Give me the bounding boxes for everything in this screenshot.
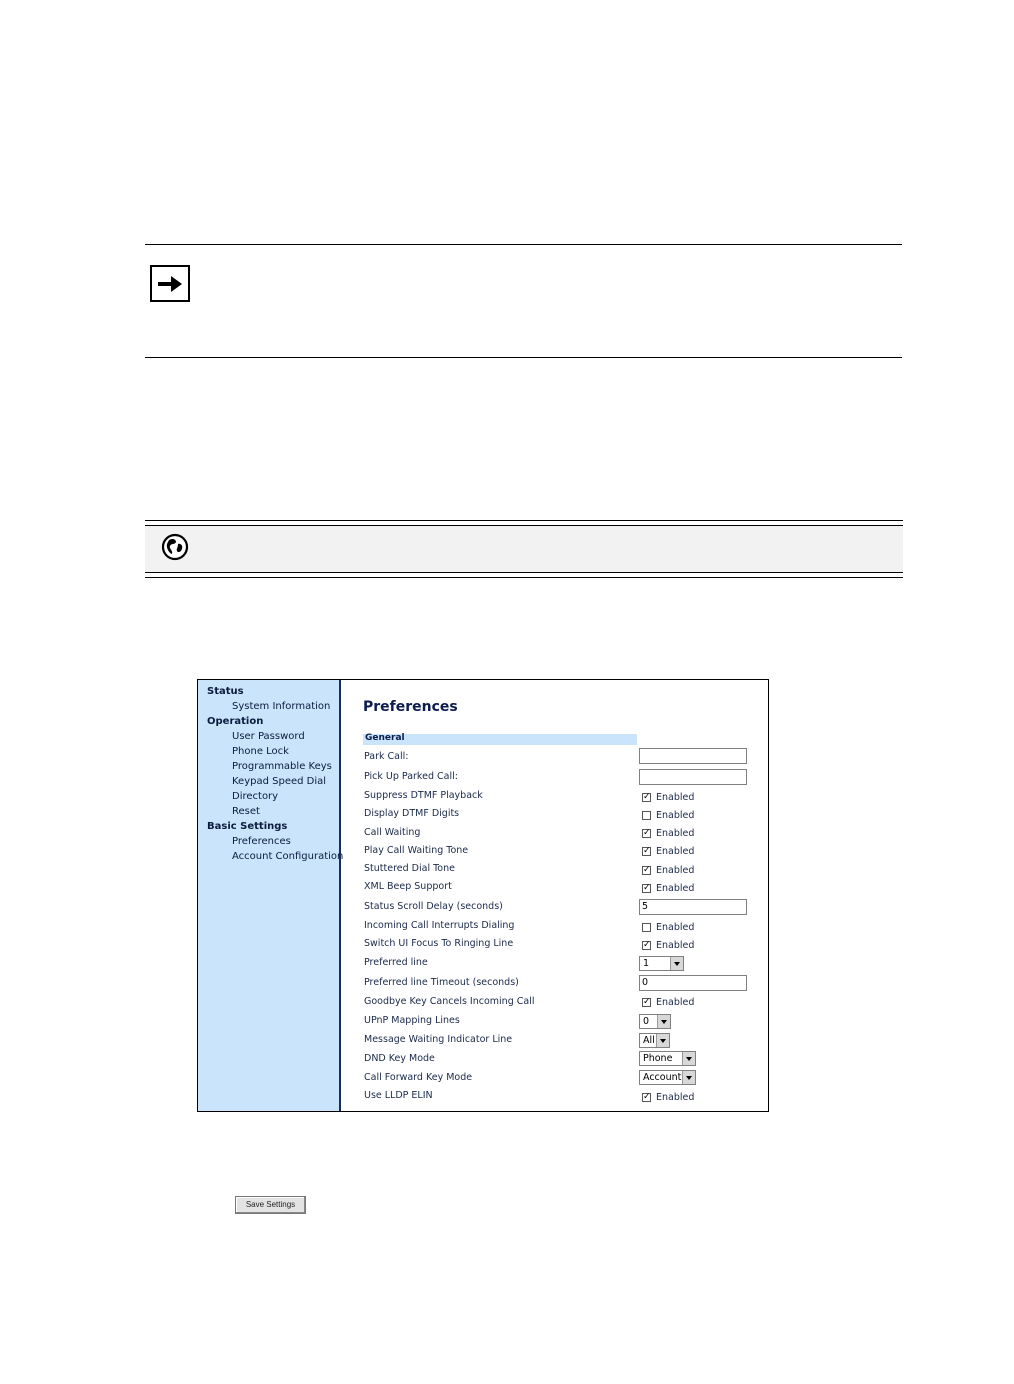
preferred-line-value: 1 (643, 958, 650, 969)
nav-item-system-information[interactable]: System Information (232, 701, 331, 712)
chevron-down-icon[interactable] (682, 1052, 695, 1065)
globe-top-rule-1 (145, 520, 903, 521)
page-title: Preferences (363, 699, 458, 715)
nav-heading-basic-settings[interactable]: Basic Settings (207, 821, 288, 832)
status-scroll-delay-input[interactable]: 5 (639, 899, 747, 915)
label-play-call-waiting-tone: Play Call Waiting Tone (364, 845, 469, 856)
upnp-mapping-select[interactable] (639, 1014, 671, 1029)
globe-bottom-rule-2 (145, 577, 903, 578)
upnp-mapping-value: 0 (643, 1016, 650, 1027)
mwi-line-select[interactable] (639, 1033, 670, 1048)
preferences-screenshot (197, 679, 769, 1112)
incoming-call-interrupts-enabled-label: Enabled (656, 922, 695, 933)
chevron-down-icon[interactable] (657, 1015, 670, 1028)
call-forward-key-mode-select[interactable] (639, 1070, 696, 1085)
nav-item-reset[interactable]: Reset (232, 806, 260, 817)
nav-item-programmable-keys[interactable]: Programmable Keys (232, 761, 332, 772)
globe-icon (161, 533, 189, 561)
incoming-call-interrupts-checkbox[interactable] (642, 923, 651, 932)
top-rule (145, 244, 902, 245)
play-call-waiting-tone-checkbox[interactable]: ✓ (643, 846, 651, 856)
call-waiting-checkbox[interactable]: ✓ (643, 828, 651, 838)
preferences-content (341, 680, 768, 1111)
park-call-input[interactable] (639, 748, 747, 764)
call-waiting-enabled-label: Enabled (656, 828, 695, 839)
label-incoming-call-interrupts: Incoming Call Interrupts Dialing (364, 920, 515, 931)
nav-heading-operation[interactable]: Operation (207, 716, 264, 727)
nav-item-directory[interactable]: Directory (232, 791, 279, 802)
display-dtmf-checkbox[interactable] (642, 811, 651, 820)
label-pick-up-parked-call: Pick Up Parked Call: (364, 771, 458, 782)
label-switch-ui-focus: Switch UI Focus To Ringing Line (364, 938, 514, 949)
label-preferred-line: Preferred line (364, 957, 428, 968)
label-mwi-line: Message Waiting Indicator Line (364, 1034, 513, 1045)
nav-item-preferences[interactable]: Preferences (232, 836, 291, 847)
xml-beep-checkbox[interactable]: ✓ (643, 883, 651, 893)
suppress-dtmf-enabled-label: Enabled (656, 792, 695, 803)
label-suppress-dtmf: Suppress DTMF Playback (364, 790, 483, 801)
use-lldp-elin-checkbox[interactable]: ✓ (643, 1092, 651, 1102)
goodbye-key-enabled-label: Enabled (656, 997, 695, 1008)
goodbye-key-checkbox[interactable]: ✓ (643, 997, 651, 1007)
label-call-waiting: Call Waiting (364, 827, 421, 838)
label-dnd-key-mode: DND Key Mode (364, 1053, 435, 1064)
chevron-down-icon[interactable] (682, 1071, 695, 1084)
globe-bottom-rule-1 (145, 572, 903, 573)
chevron-down-icon[interactable] (656, 1034, 669, 1047)
dnd-key-mode-value: Phone (643, 1053, 673, 1064)
section-header (363, 734, 637, 745)
label-stuttered-dial-tone: Stuttered Dial Tone (364, 863, 455, 874)
suppress-dtmf-checkbox[interactable]: ✓ (643, 792, 651, 802)
nav-heading-status[interactable]: Status (207, 686, 244, 697)
nav-item-keypad-speed-dial[interactable]: Keypad Speed Dial (232, 776, 327, 787)
preferred-line-select[interactable] (639, 956, 684, 971)
use-lldp-elin-enabled-label: Enabled (656, 1092, 695, 1103)
label-upnp-mapping: UPnP Mapping Lines (364, 1015, 460, 1026)
play-call-waiting-tone-enabled-label: Enabled (656, 846, 695, 857)
xml-beep-enabled-label: Enabled (656, 883, 695, 894)
save-settings-button[interactable]: Save Settings (235, 1196, 306, 1214)
label-call-forward-key-mode: Call Forward Key Mode (364, 1072, 473, 1083)
preferred-line-timeout-input[interactable]: 0 (639, 975, 747, 991)
label-goodbye-key: Goodbye Key Cancels Incoming Call (364, 996, 535, 1007)
mwi-line-value: All (643, 1035, 655, 1046)
dnd-key-mode-select[interactable] (639, 1051, 696, 1066)
nav-item-account-configuration[interactable]: Account Configuration (232, 851, 344, 862)
globe-band (145, 526, 903, 572)
note-bottom-rule (145, 357, 902, 358)
section-label: General (365, 733, 405, 743)
label-park-call: Park Call: (364, 751, 409, 762)
chevron-down-icon[interactable] (670, 957, 683, 970)
call-forward-key-mode-value: Account (643, 1072, 682, 1083)
sidebar-nav (198, 680, 344, 1111)
label-status-scroll-delay: Status Scroll Delay (seconds) (364, 901, 503, 912)
label-display-dtmf: Display DTMF Digits (364, 808, 460, 819)
nav-item-phone-lock[interactable]: Phone Lock (232, 746, 289, 757)
stuttered-dial-tone-checkbox[interactable]: ✓ (643, 865, 651, 875)
nav-item-user-password[interactable]: User Password (232, 731, 305, 742)
display-dtmf-enabled-label: Enabled (656, 810, 695, 821)
stuttered-dial-tone-enabled-label: Enabled (656, 865, 695, 876)
label-preferred-line-timeout: Preferred line Timeout (seconds) (364, 977, 519, 988)
switch-ui-focus-enabled-label: Enabled (656, 940, 695, 951)
pick-up-parked-call-input[interactable] (639, 769, 747, 785)
label-xml-beep: XML Beep Support (364, 881, 452, 892)
switch-ui-focus-checkbox[interactable]: ✓ (643, 940, 651, 950)
right-arrow-icon (150, 265, 190, 302)
label-use-lldp-elin: Use LLDP ELIN (364, 1090, 433, 1101)
